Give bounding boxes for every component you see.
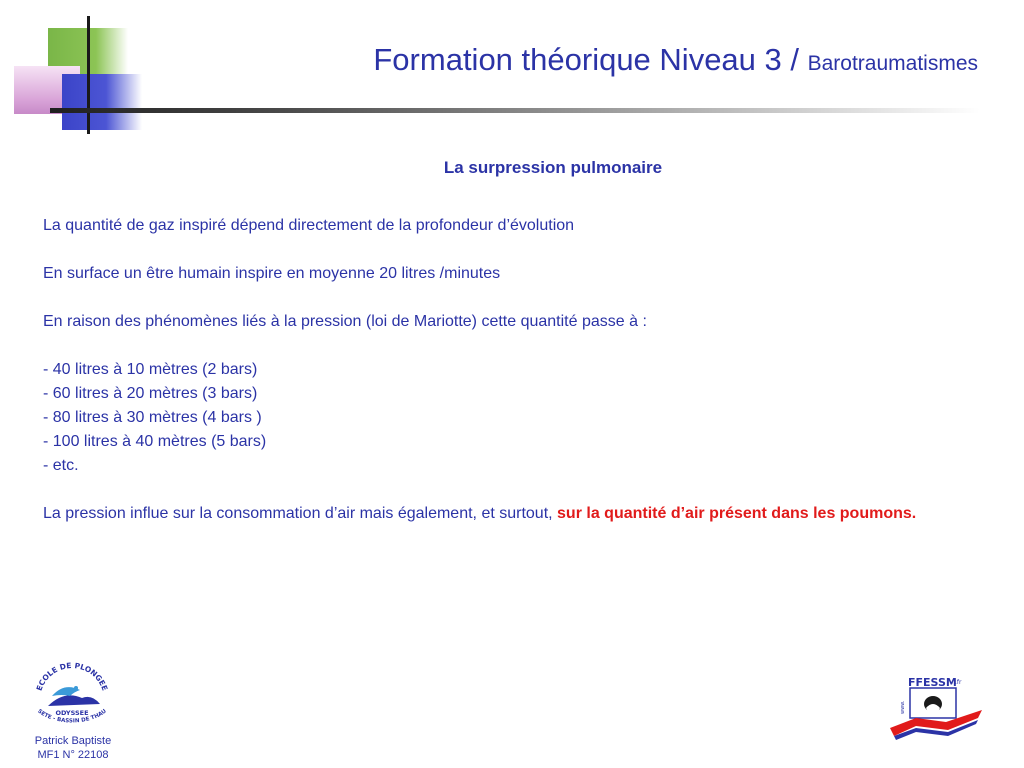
left-logo-text-mid: ODYSSEE — [55, 709, 89, 717]
right-logo-text: FFESSM — [908, 676, 957, 689]
dolphin-logo-icon — [30, 660, 114, 732]
title-main: Formation théorique Niveau 3 / — [373, 42, 808, 77]
corner-decoration — [0, 0, 160, 140]
right-logo-text-small: www. — [900, 700, 906, 714]
decor-vertical-line — [87, 16, 90, 134]
list-item: - etc. — [43, 457, 79, 474]
conclusion — [43, 502, 973, 526]
author-id: MF1 N° 22108 — [37, 749, 109, 761]
slide-body — [43, 214, 973, 526]
list-item: - 60 litres à 20 mètres (3 bars) — [43, 385, 258, 402]
list-item: - 40 litres à 10 mètres (2 bars) — [43, 361, 258, 378]
title-sub: Barotraumatismes — [807, 52, 978, 75]
header-rule — [50, 108, 980, 113]
left-logo-text-bottom: SETE - BASSIN DE THAU — [36, 708, 108, 725]
right-logo-text-fr: .fr — [955, 679, 962, 686]
author-name: Patrick Baptiste — [34, 735, 112, 747]
conclusion-emphasis: sur la quantité d’air présent dans les poumons. — [557, 505, 917, 522]
body-line: En raison des phénomènes liés à la pression (loi de Mariotte) cette quantité passe à : — [43, 313, 647, 330]
body-line: En surface un être humain inspire en moyenne 20 litres /minutes — [43, 265, 501, 282]
left-logo-text-top: ECOLE DE PLONGEE — [34, 660, 110, 692]
svg-text:ECOLE DE PLONGEE — [35, 661, 110, 692]
slide-title — [373, 42, 978, 78]
list-item: - 100 litres à 40 mètres (5 bars) — [43, 433, 267, 450]
decor-blue-square — [62, 74, 142, 130]
body-line: La quantité de gaz inspiré dépend directement de la profondeur d’évolution — [43, 217, 575, 234]
ffessm-logo-icon — [886, 670, 986, 744]
slide-heading: La surpression pulmonaire — [443, 158, 663, 177]
author-block — [18, 734, 128, 762]
conclusion-plain: La pression influe sur la consommation d’air mais également, et surtout, — [43, 505, 558, 522]
list-item: - 80 litres à 30 mètres (4 bars ) — [43, 409, 262, 426]
